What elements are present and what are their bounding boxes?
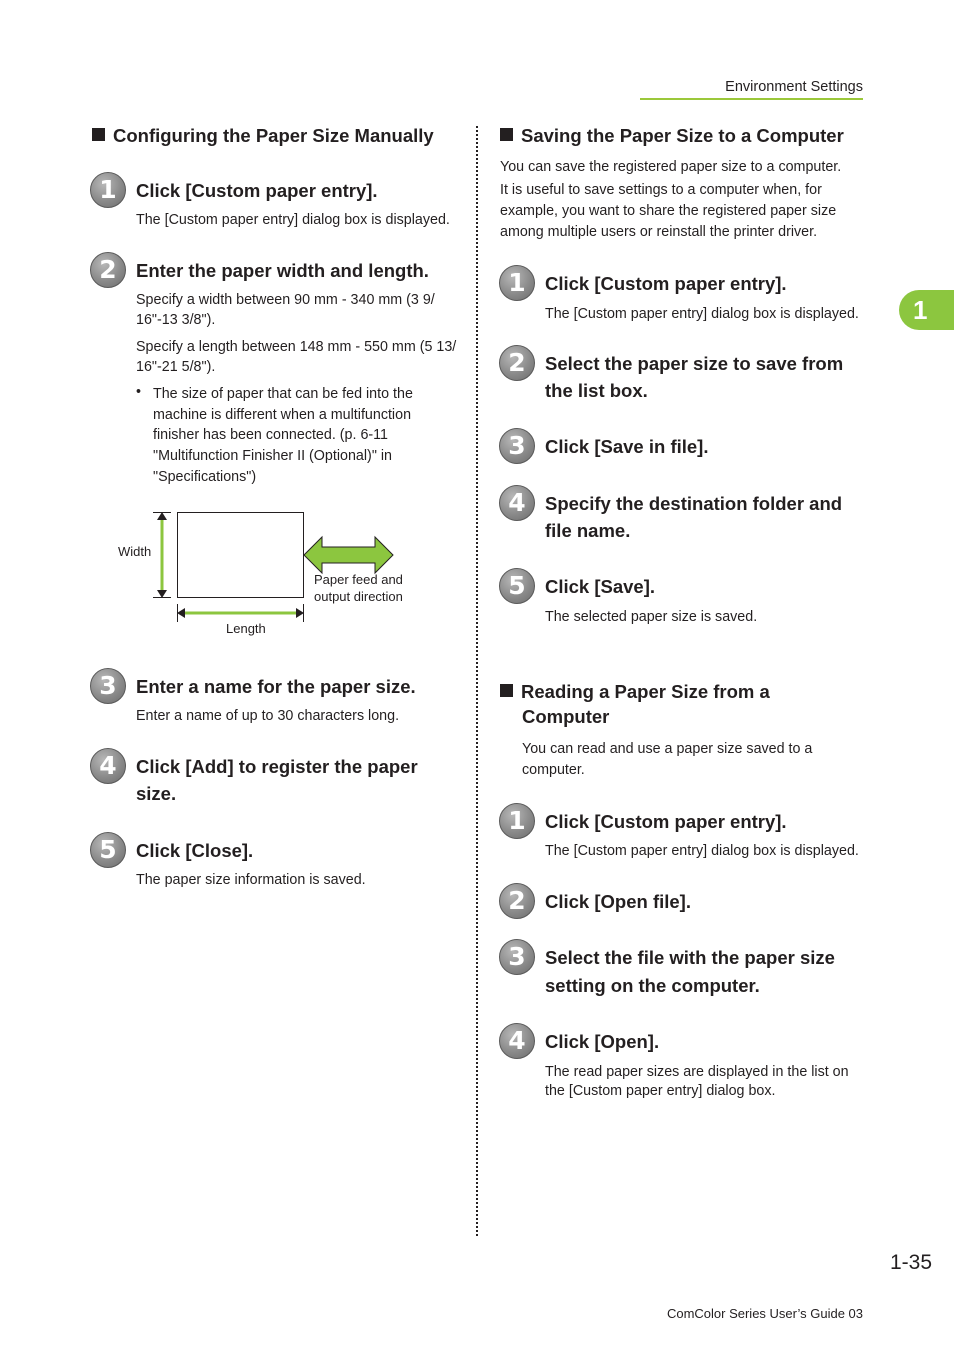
- width-arrow-icon: [153, 512, 171, 598]
- step-badge-5: 5: [90, 832, 126, 868]
- step-title: Click [Custom paper entry].: [136, 180, 378, 201]
- step-description: The [Custom paper entry] dialog box is displayed.: [545, 306, 859, 322]
- length-label: Length: [226, 621, 266, 636]
- double-arrow-icon: [304, 537, 393, 573]
- width-range-text: Specify a width between 90 mm - 340 mm (3 9/: [136, 292, 435, 308]
- length-range-text: 16"-21 5/8").: [136, 359, 216, 375]
- footer-title: ComColor Series User’s Guide 03: [666, 1306, 863, 1321]
- intro-text: You can save the registered paper size to a computer.: [500, 159, 842, 175]
- black-square-icon: [500, 128, 513, 141]
- step-badge-4: 4: [90, 748, 126, 784]
- running-header: Environment Settings: [640, 79, 863, 100]
- step-title: Click [Save in file].: [545, 436, 709, 457]
- step-title: file name.: [545, 520, 631, 541]
- step-badge-2: 2: [499, 883, 535, 919]
- step-title: Click [Custom paper entry].: [545, 273, 787, 294]
- length-range-text: Specify a length between 148 mm - 550 mm (5 13/: [136, 339, 457, 355]
- step-description: the [Custom paper entry] dialog box.: [545, 1083, 776, 1099]
- width-range-text: 16"-13 3/8").: [136, 312, 216, 328]
- step-badge-4: 4: [499, 485, 535, 521]
- bullet-text: The size of paper that can be fed into the: [153, 386, 413, 402]
- step-badge-1: 1: [499, 265, 535, 301]
- step-badge-1: 1: [90, 172, 126, 208]
- intro-text: It is useful to save settings to a computer when, for: [500, 182, 822, 198]
- feed-direction-label: Paper feed and: [314, 572, 403, 587]
- intro-text: computer.: [522, 762, 585, 778]
- step-title: Select the file with the paper size: [545, 947, 835, 968]
- step-description: Enter a name of up to 30 characters long.: [136, 708, 400, 724]
- section-title-save: Saving the Paper Size to a Computer: [500, 123, 844, 148]
- step-title: Click [Save].: [545, 576, 656, 597]
- intro-text: among multiple users or reinstall the printer driver.: [500, 224, 818, 240]
- step-badge-1: 1: [499, 803, 535, 839]
- page-number: 1-35: [889, 1251, 932, 1274]
- step-description: The [Custom paper entry] dialog box is displayed.: [545, 843, 859, 859]
- paper-rectangle: [178, 513, 304, 598]
- step-badge-2: 2: [90, 252, 126, 288]
- bullet-text: "Specifications"): [153, 469, 257, 485]
- step-title: Specify the destination folder and: [545, 493, 843, 514]
- step-title: Enter a name for the paper size.: [136, 676, 416, 697]
- step-title: size.: [136, 783, 177, 804]
- step-badge-4: 4: [499, 1023, 535, 1059]
- feed-direction-label: output direction: [314, 589, 403, 604]
- width-label: Width: [118, 544, 152, 559]
- step-badge-5: 5: [499, 568, 535, 604]
- step-badge-3: 3: [499, 939, 535, 975]
- black-square-icon: [500, 684, 513, 697]
- bullet-icon: •: [136, 384, 142, 400]
- step-description: The read paper sizes are displayed in the list on: [545, 1064, 849, 1080]
- step-title: Click [Custom paper entry].: [545, 811, 787, 832]
- intro-text: example, you want to share the registered paper size: [500, 203, 837, 219]
- section-title-read: Reading a Paper Size from a: [500, 679, 770, 704]
- black-square-icon: [92, 128, 105, 141]
- step-title: Click [Open].: [545, 1031, 660, 1052]
- section-title-configure: Configuring the Paper Size Manually: [92, 123, 434, 148]
- step-title: Select the paper size to save from: [545, 353, 844, 374]
- step-title: Click [Open file].: [545, 891, 691, 912]
- step-description: The paper size information is saved.: [136, 872, 366, 888]
- step-title: Enter the paper width and length.: [136, 260, 429, 281]
- bullet-text: machine is different when a multifunction: [153, 407, 412, 423]
- step-description: The selected paper size is saved.: [545, 609, 758, 625]
- column-divider: [476, 126, 478, 1236]
- step-badge-3: 3: [90, 668, 126, 704]
- step-description: The [Custom paper entry] dialog box is displayed.: [136, 212, 450, 228]
- step-title: setting on the computer.: [545, 975, 760, 996]
- intro-text: You can read and use a paper size saved to a: [522, 741, 813, 757]
- step-title: the list box.: [545, 380, 648, 401]
- chapter-tab: 1: [899, 290, 954, 330]
- step-badge-3: 3: [499, 428, 535, 464]
- section-title-read: Computer: [522, 706, 610, 727]
- step-title: Click [Add] to register the paper: [136, 756, 418, 777]
- step-title: Click [Close].: [136, 840, 254, 861]
- step-badge-2: 2: [499, 345, 535, 381]
- bullet-text: "Multifunction Finisher II (Optional)" in: [153, 448, 392, 464]
- bullet-text: finisher has been connected. (p. 6-11: [153, 427, 388, 443]
